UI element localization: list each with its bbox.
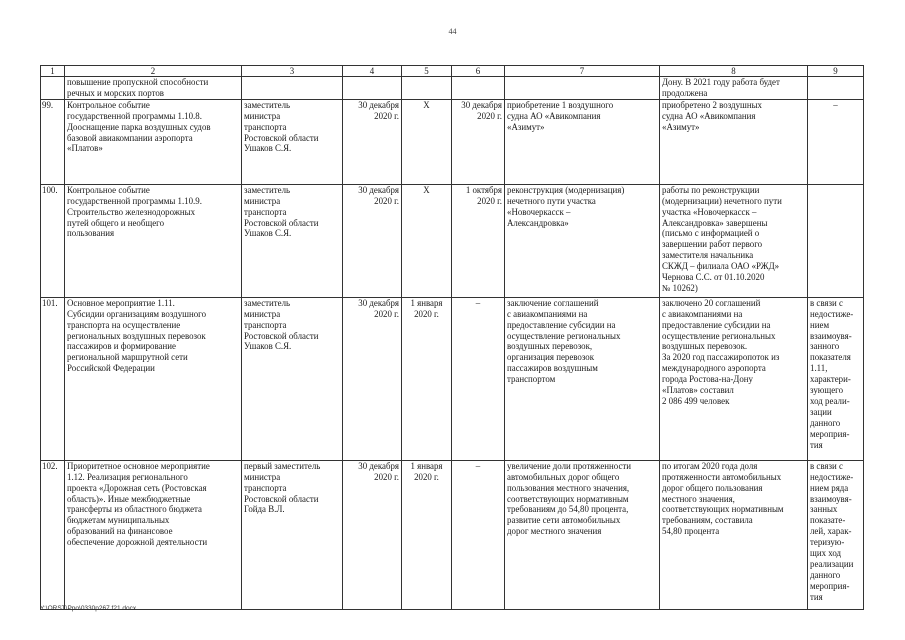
column-number: 8	[660, 66, 808, 77]
cell-actual-date: 30 декабря 2020 г.	[452, 99, 505, 184]
cell-actual-date: –	[452, 297, 505, 460]
cell-event: Контрольное событие государственной программы 1.10.8. Дооснащение парка воздушных судов базовой авиакомпании аэропорта «Платов»	[65, 99, 242, 184]
column-number: 1	[41, 66, 65, 77]
cell-achieved-result: Дону. В 2021 году работа будет продолжена	[660, 77, 808, 100]
cell-number: 102.	[41, 460, 65, 609]
cell-expected-result	[505, 77, 660, 100]
cell-number	[41, 77, 65, 100]
cell-actual-date: 1 октября 2020 г.	[452, 184, 505, 297]
cell-expected-result: увеличение доли протяженности автомобильных дорог общего пользования местного значения, соответствующих нормативным требованиям до 54,80 процента, развитие сети автомобильных дорог местного значения	[505, 460, 660, 609]
column-number: 7	[505, 66, 660, 77]
cell-event: Контрольное событие государственной программы 1.10.9. Строительство железнодорожных путей общего и необщего пользования	[65, 184, 242, 297]
cell-number: 99.	[41, 99, 65, 184]
column-number: 9	[808, 66, 864, 77]
cell-actual-date	[452, 77, 505, 100]
cell-number: 101.	[41, 297, 65, 460]
cell-start-date: 1 января 2020 г.	[402, 297, 452, 460]
page-number: 44	[448, 27, 457, 36]
cell-responsible: заместитель министра транспорта Ростовской области Ушаков С.Я.	[242, 184, 343, 297]
cell-actual-date: –	[452, 460, 505, 609]
cell-planned-date	[343, 77, 402, 100]
cell-achieved-result: приобретено 2 воздушных судна АО «Авикомпания «Азимут»	[660, 99, 808, 184]
cell-problems	[808, 184, 864, 297]
cell-achieved-result: работы по реконструкции (модернизации) нечетного пути участка «Новочеркасск – Александровка» завершены (письмо с информацией о завершении работ первого заместителя начальника СКЖД – филиала ОАО «РЖД» Чернова С.С. от 01.10.2020 № 10262)	[660, 184, 808, 297]
file-path-footer: Y:\ORST\Ppo\0330p267.f21.docx	[40, 605, 137, 612]
cell-responsible	[242, 77, 343, 100]
column-number: 5	[402, 66, 452, 77]
cell-problems	[808, 77, 864, 100]
cell-planned-date: 30 декабря 2020 г.	[343, 184, 402, 297]
cell-responsible: первый заместитель министра транспорта Ростовской области Гойда В.Л.	[242, 460, 343, 609]
column-number: 4	[343, 66, 402, 77]
cell-responsible: заместитель министра транспорта Ростовской области Ушаков С.Я.	[242, 297, 343, 460]
cell-expected-result: приобретение 1 воздушного судна АО «Авикомпания «Азимут»	[505, 99, 660, 184]
cell-number: 100.	[41, 184, 65, 297]
cell-start-date	[402, 77, 452, 100]
table-row	[41, 184, 864, 297]
cell-problems: –	[808, 99, 864, 184]
column-number-row	[41, 66, 864, 77]
cell-planned-date: 30 декабря 2020 г.	[343, 460, 402, 609]
column-number: 6	[452, 66, 505, 77]
table-row	[41, 297, 864, 460]
cell-start-date: X	[402, 99, 452, 184]
table-row	[41, 99, 864, 184]
column-number: 2	[65, 66, 242, 77]
cell-event: Приоритетное основное мероприятие 1.12. Реализация регионального проекта «Дорожная сеть (Ростовская область)». Иные межбюджетные трансферты из областного бюджета бюджетам муниципальных образований на финансовое обеспечение дорожной деятельности	[65, 460, 242, 609]
cell-expected-result: реконструкция (модернизация) нечетного пути участка «Новочеркасск – Александровка»	[505, 184, 660, 297]
cell-event: повышение пропускной способности речных и морских портов	[65, 77, 242, 100]
cell-problems: в связи с недостиже- нием ряда взаимоувя- занных показате- лей, харак- теризую- щих ход реализации данного мероприя- тия	[808, 460, 864, 609]
cell-planned-date: 30 декабря 2020 г.	[343, 99, 402, 184]
cell-achieved-result: по итогам 2020 года доля протяженности автомобильных дорог общего пользования местного значения, соответствующих нормативным требованиям, составила 54,80 процента	[660, 460, 808, 609]
cell-expected-result: заключение соглашений с авиакомпаниями на предоставление субсидии на осуществление региональных воздушных перевозок, организация перевозок пассажиров воздушным транспортом	[505, 297, 660, 460]
report-table	[40, 65, 864, 610]
table-row	[41, 460, 864, 609]
continuation-row	[41, 77, 864, 100]
cell-start-date: X	[402, 184, 452, 297]
column-number: 3	[242, 66, 343, 77]
cell-planned-date: 30 декабря 2020 г.	[343, 297, 402, 460]
cell-event: Основное мероприятие 1.11. Субсидии организациям воздушного транспорта на осуществление региональных воздушных перевозок пассажиров и формирование региональной маршрутной сети Российской Федерации	[65, 297, 242, 460]
cell-problems: в связи с недостиже- нием взаимоувя- занного показателя 1.11, характери- зующего ход реали- зации данного мероприя- тия	[808, 297, 864, 460]
cell-achieved-result: заключено 20 соглашений с авиакомпаниями на предоставление субсидии на осуществление региональных воздушных перевозок. За 2020 год пассажиропоток из международного аэропорта города Ростова-на-Дону «Платов» составил 2 086 499 человек	[660, 297, 808, 460]
cell-start-date: 1 января 2020 г.	[402, 460, 452, 609]
cell-responsible: заместитель министра транспорта Ростовской области Ушаков С.Я.	[242, 99, 343, 184]
